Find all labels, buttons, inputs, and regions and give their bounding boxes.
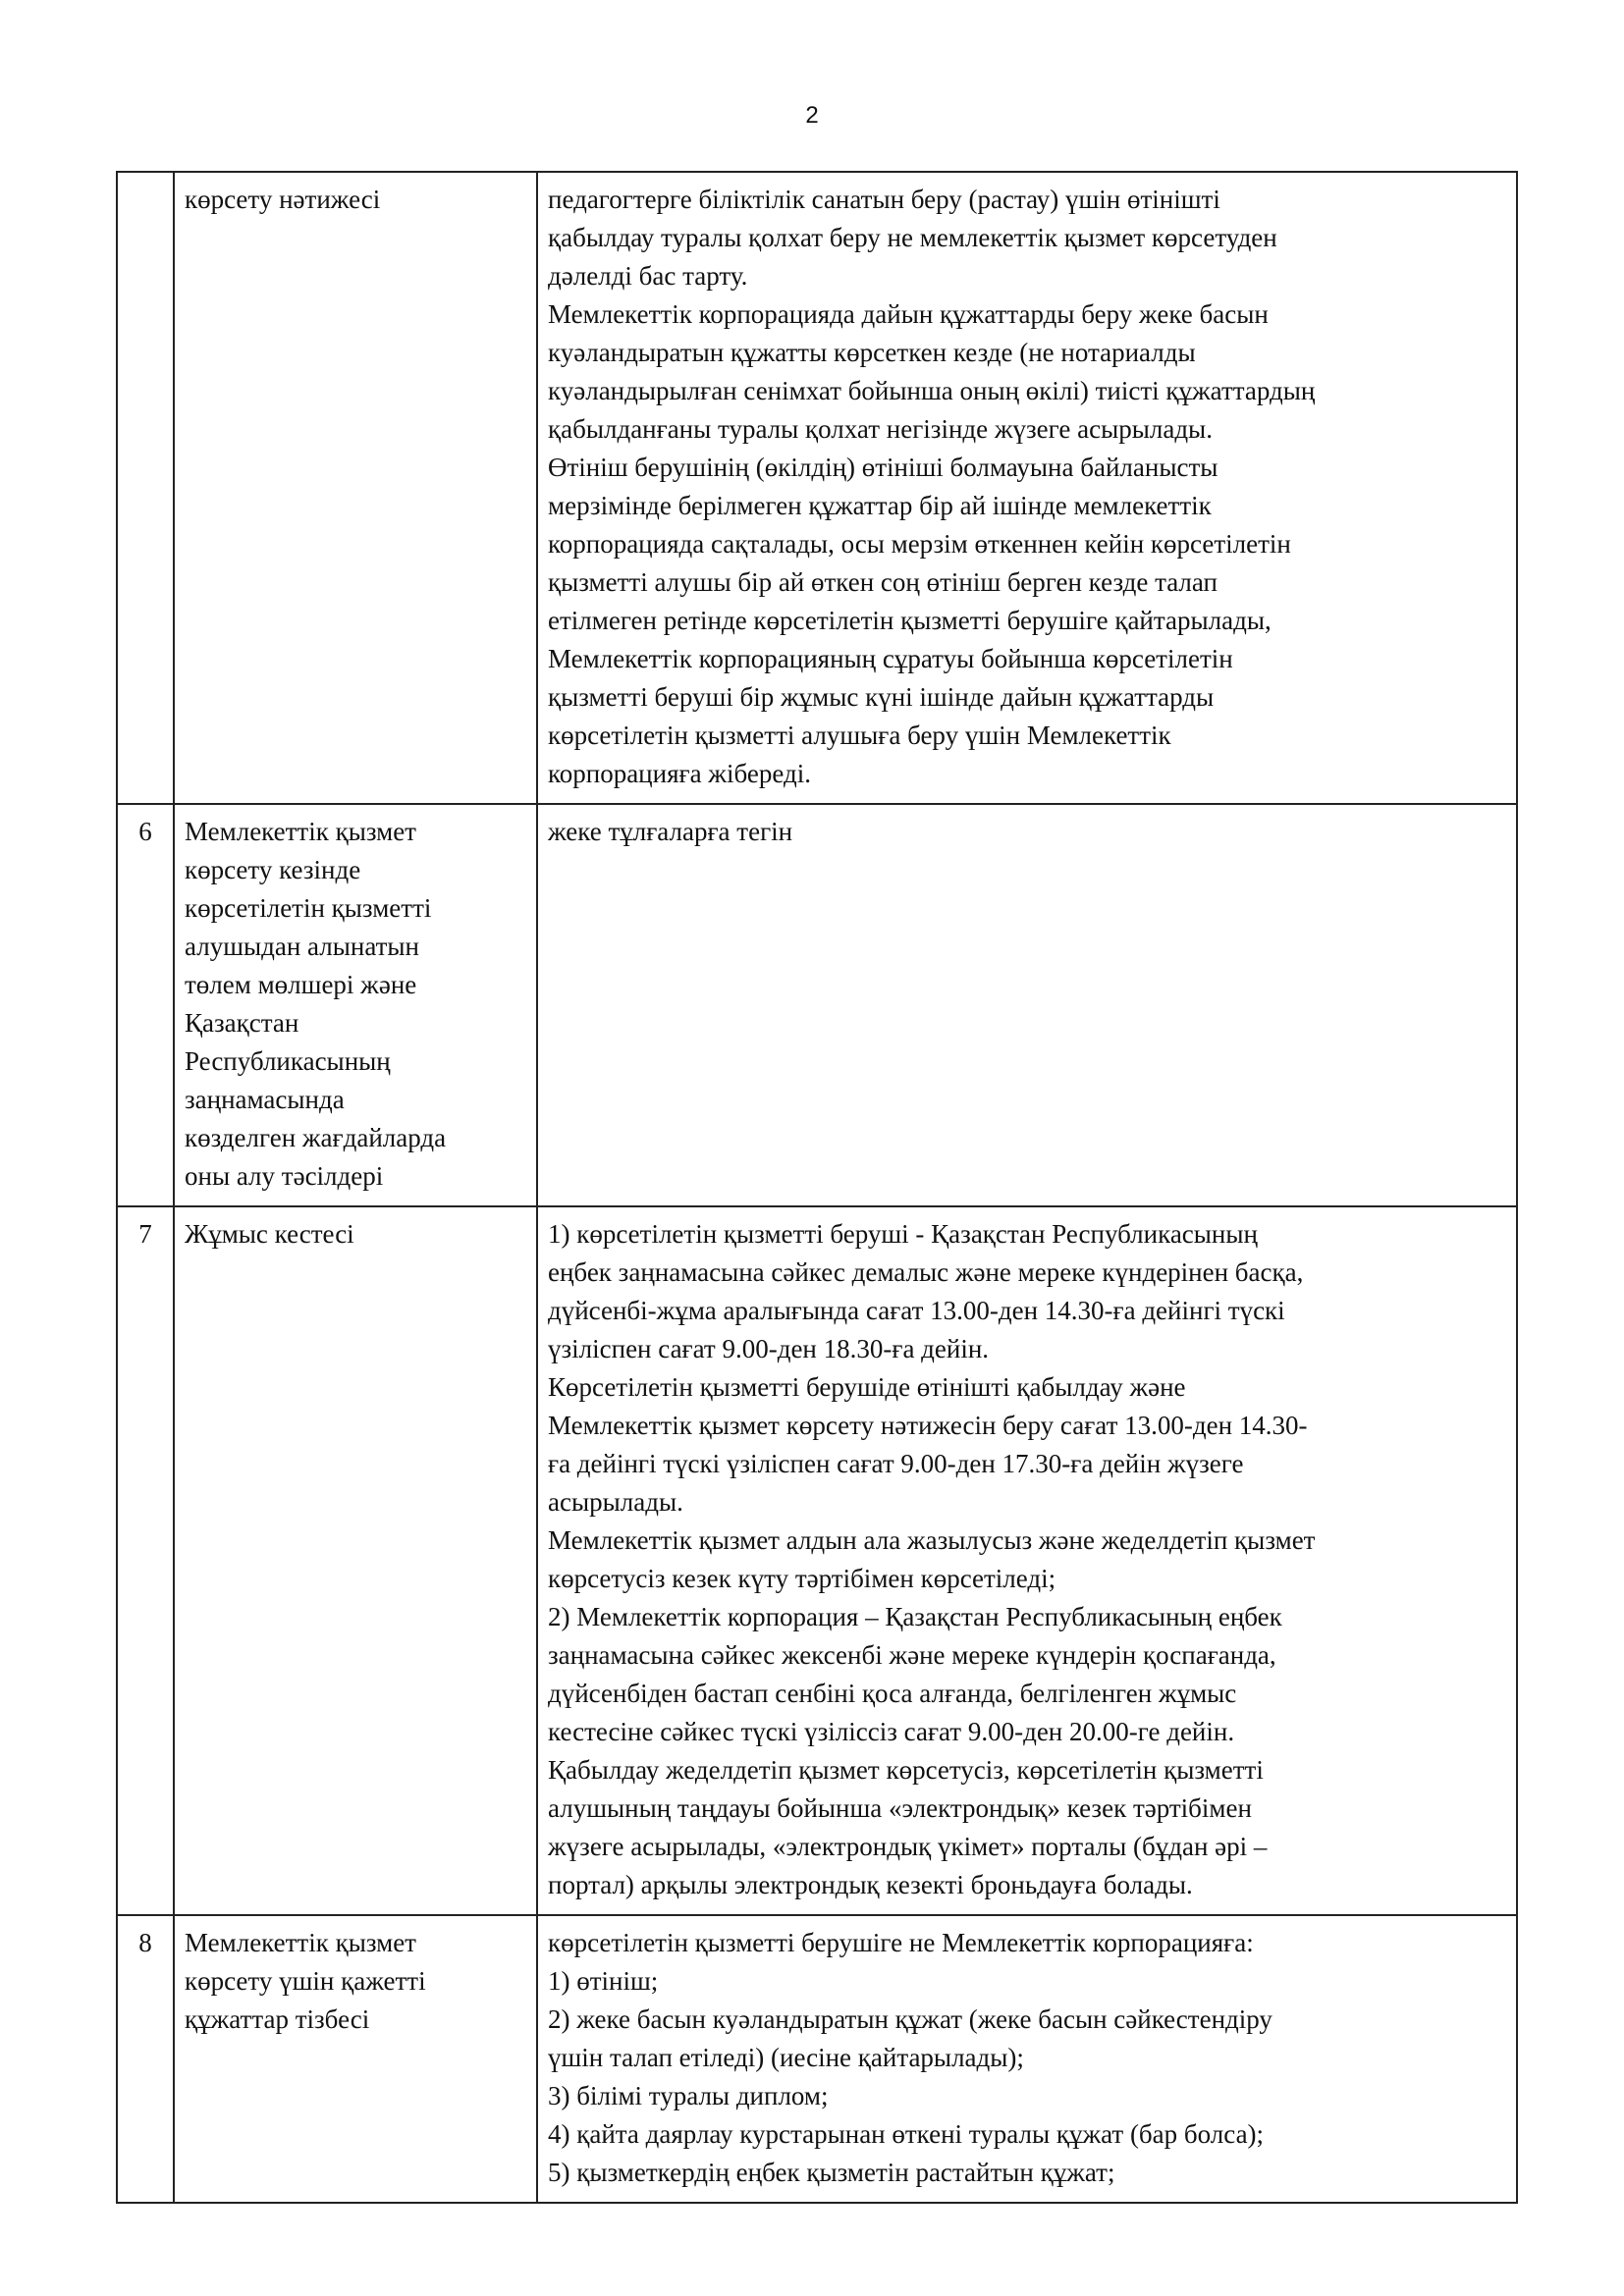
row-number: 7 bbox=[117, 1206, 174, 1915]
content-line: көрсетілетін қызметті берушіге не Мемлекеттік корпорацияға: bbox=[548, 1928, 1254, 1957]
row-number: 6 bbox=[117, 804, 174, 1206]
content-line: алушының таңдауы бойынша «электрондық» кезек тәртібімен bbox=[548, 1793, 1252, 1823]
content-line: педагогтерге біліктілік санатын беру (растау) үшін өтінішті bbox=[548, 185, 1220, 214]
row-content bbox=[537, 1915, 1517, 2203]
label-line: Жұмыс кестесі bbox=[185, 1219, 354, 1249]
label-line: Қазақстан bbox=[185, 1008, 299, 1038]
content-line: жүзеге асырылады, «электрондық үкімет» порталы (бұдан әрі – bbox=[548, 1832, 1268, 1861]
label-line: алушыдан алынатын bbox=[185, 932, 420, 961]
page-number: 2 bbox=[805, 102, 819, 129]
content-line: етілмеген ретінде көрсетілетін қызметті берушіге қайтарылады, bbox=[548, 606, 1272, 635]
content-line: куәландырылған сенімхат бойынша оның өкілі) тиісті құжаттардың bbox=[548, 376, 1316, 405]
content-line: Қабылдау жеделдетіп қызмет көрсетусіз, көрсетілетін қызметті bbox=[548, 1755, 1264, 1785]
row-label bbox=[174, 172, 537, 804]
row-content bbox=[537, 1206, 1517, 1915]
content-line: үзіліспен сағат 9.00-ден 18.30-ға дейін. bbox=[548, 1334, 990, 1363]
content-line: Өтініш берушінің (өкілдің) өтініші болмауына байланысты bbox=[548, 453, 1218, 482]
content-line: Мемлекеттік корпорацияның сұратуы бойынша көрсетілетін bbox=[548, 644, 1233, 673]
content-line: жеке тұлғаларға тегін bbox=[548, 817, 793, 846]
content-line: корпорацияда сақталады, осы мерзім өткеннен кейін көрсетілетін bbox=[548, 529, 1291, 559]
content-line: көрсетілетін қызметті алушыға беру үшін Мемлекеттік bbox=[548, 721, 1171, 750]
row-content bbox=[537, 172, 1517, 804]
label-line: Мемлекеттік қызмет bbox=[185, 817, 416, 846]
content-line: Мемлекеттік қызмет көрсету нәтижесін беру сағат 13.00-ден 14.30- bbox=[548, 1411, 1308, 1440]
content-line: қызметті беруші бір жұмыс күні ішінде дайын құжаттарды bbox=[548, 682, 1215, 712]
content-line: 5) қызметкердің еңбек қызметін растайтын құжат; bbox=[548, 2158, 1115, 2187]
row-label bbox=[174, 804, 537, 1206]
content-line: кестесіне сәйкес түскі үзіліссіз сағат 9.00-ден 20.00-ге дейін. bbox=[548, 1717, 1235, 1746]
label-line: оны алу тәсілдері bbox=[185, 1161, 384, 1191]
table-row bbox=[117, 804, 1517, 1206]
content-line: дүйсенбі-жұма аралығында сағат 13.00-ден 14.30-ға дейінгі түскі bbox=[548, 1296, 1285, 1325]
row-label bbox=[174, 1206, 537, 1915]
content-line: дүйсенбіден бастап сенбіні қоса алғанда, белгіленген жұмыс bbox=[548, 1679, 1237, 1708]
label-line: көрсету нәтижесі bbox=[185, 185, 381, 214]
row-label bbox=[174, 1915, 537, 2203]
label-line: төлем мөлшері және bbox=[185, 970, 417, 999]
content-line: куәландыратын құжатты көрсеткен кезде (не нотариалды bbox=[548, 338, 1196, 367]
label-line: Республикасының bbox=[185, 1046, 391, 1076]
service-standard-table bbox=[116, 171, 1518, 2204]
content-line: үшін талап етіледі) (иесіне қайтарылады); bbox=[548, 2043, 1024, 2072]
content-line: 1) көрсетілетін қызметті беруші - Қазақстан Республикасының bbox=[548, 1219, 1258, 1249]
content-line: мерзімінде берілмеген құжаттар бір ай ішінде мемлекеттік bbox=[548, 491, 1212, 520]
content-line: заңнамасына сәйкес жексенбі және мереке күндерін қоспағанда, bbox=[548, 1640, 1276, 1670]
label-line: құжаттар тізбесі bbox=[185, 2004, 370, 2034]
label-line: көрсетілетін қызметті bbox=[185, 893, 432, 923]
content-line: қабылдау туралы қолхат беру не мемлекеттік қызмет көрсетуден bbox=[548, 223, 1277, 252]
content-line: асырылады. bbox=[548, 1487, 683, 1517]
table-row bbox=[117, 172, 1517, 804]
content-line: корпорацияға жібереді. bbox=[548, 759, 811, 788]
row-content bbox=[537, 804, 1517, 1206]
content-line: қабылданғаны туралы қолхат негізінде жүзеге асырылады. bbox=[548, 414, 1213, 444]
label-line: көзделген жағдайларда bbox=[185, 1123, 447, 1152]
content-line: көрсетусіз кезек күту тәртібімен көрсетіледі; bbox=[548, 1564, 1056, 1593]
label-line: заңнамасында bbox=[185, 1085, 345, 1114]
label-line: көрсету үшін қажетті bbox=[185, 1966, 426, 1996]
content-line: еңбек заңнамасына сәйкес демалыс және мереке күндерінен басқа, bbox=[548, 1257, 1304, 1287]
content-line: 1) өтініш; bbox=[548, 1966, 659, 1996]
table-row bbox=[117, 1206, 1517, 1915]
content-line: Мемлекеттік корпорацияда дайын құжаттарды беру жеке басын bbox=[548, 299, 1269, 329]
table-row bbox=[117, 1915, 1517, 2203]
content-line: 2) Мемлекеттік корпорация – Қазақстан Республикасының еңбек bbox=[548, 1602, 1282, 1631]
row-number bbox=[117, 172, 174, 804]
content-line: портал) арқылы электрондық кезекті броньдауға болады. bbox=[548, 1870, 1193, 1899]
label-line: көрсету кезінде bbox=[185, 855, 361, 884]
content-line: 2) жеке басын куәландыратын құжат (жеке басын сәйкестендіру bbox=[548, 2004, 1272, 2034]
content-line: ға дейінгі түскі үзіліспен сағат 9.00-ден 17.30-ға дейін жүзеге bbox=[548, 1449, 1244, 1478]
content-line: Көрсетілетін қызметті берушіде өтінішті қабылдау және bbox=[548, 1372, 1186, 1402]
content-line: 4) қайта даярлау курстарынан өткені туралы құжат (бар болса); bbox=[548, 2119, 1265, 2149]
label-line: Мемлекеттік қызмет bbox=[185, 1928, 416, 1957]
content-line: қызметті алушы бір ай өткен соң өтініш берген кезде талап bbox=[548, 567, 1218, 597]
content-line: 3) білімі туралы диплом; bbox=[548, 2081, 829, 2110]
content-line: Мемлекеттік қызмет алдын ала жазылусыз және жеделдетіп қызмет bbox=[548, 1525, 1316, 1555]
content-line: дәлелді бас тарту. bbox=[548, 261, 748, 291]
row-number: 8 bbox=[117, 1915, 174, 2203]
